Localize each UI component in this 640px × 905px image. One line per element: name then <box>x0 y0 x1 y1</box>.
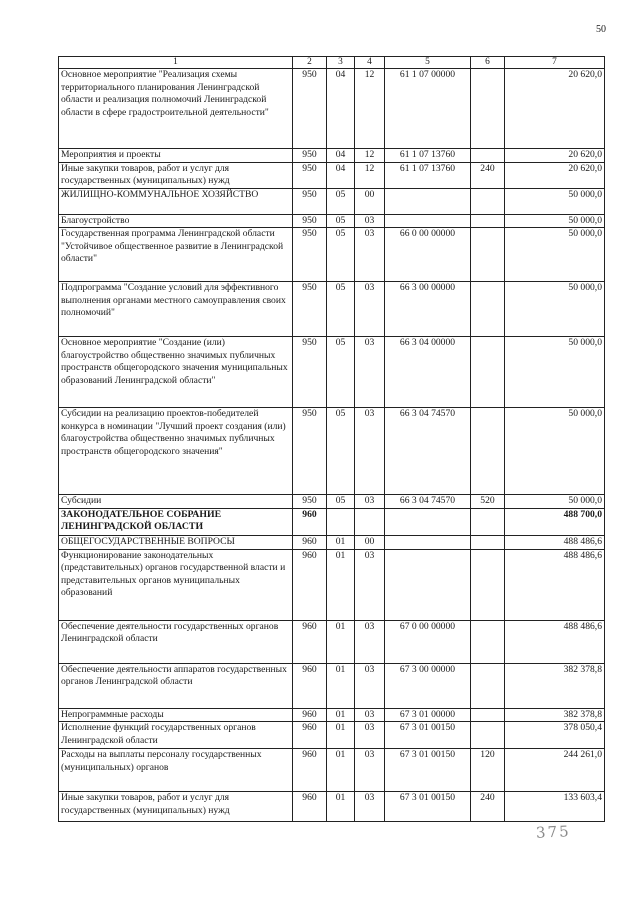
row-section: 05 <box>327 228 355 282</box>
row-name: Субсидии на реализацию проектов-победителей конкурса в номинации "Лучший проект создания (или) благоустройства общественно значимых публичных пространств общегородского значения" <box>59 408 293 495</box>
row-amount: 20 620,0 <box>505 162 605 188</box>
row-target-item: 61 1 07 00000 <box>385 69 471 149</box>
row-subsection: 03 <box>355 749 385 792</box>
row-ministry-code: 960 <box>293 549 327 620</box>
budget-table <box>58 56 605 822</box>
row-target-item <box>385 188 471 214</box>
table-row <box>59 69 605 149</box>
column-header: 3 <box>327 57 355 69</box>
table-row <box>59 188 605 214</box>
row-expense-type <box>471 535 505 549</box>
row-expense-type <box>471 69 505 149</box>
table-row <box>59 149 605 163</box>
row-target-item: 61 1 07 13760 <box>385 149 471 163</box>
row-ministry-code: 950 <box>293 188 327 214</box>
row-expense-type <box>471 228 505 282</box>
table-row <box>59 228 605 282</box>
row-ministry-code: 950 <box>293 282 327 337</box>
row-ministry-code: 950 <box>293 228 327 282</box>
row-amount: 50 000,0 <box>505 188 605 214</box>
row-ministry-code: 960 <box>293 708 327 722</box>
table-row <box>59 535 605 549</box>
row-ministry-code: 950 <box>293 214 327 228</box>
row-expense-type <box>471 549 505 620</box>
column-header: 4 <box>355 57 385 69</box>
row-subsection: 03 <box>355 495 385 509</box>
row-amount: 382 378,8 <box>505 708 605 722</box>
row-expense-type <box>471 282 505 337</box>
column-header: 2 <box>293 57 327 69</box>
row-section: 01 <box>327 708 355 722</box>
table-row <box>59 749 605 792</box>
row-ministry-code: 960 <box>293 722 327 749</box>
row-target-item: 66 3 04 74570 <box>385 495 471 509</box>
row-target-item <box>385 508 471 535</box>
table-row <box>59 337 605 408</box>
row-section: 05 <box>327 495 355 509</box>
row-expense-type: 240 <box>471 162 505 188</box>
row-expense-type <box>471 408 505 495</box>
row-expense-type <box>471 708 505 722</box>
row-amount: 378 050,4 <box>505 722 605 749</box>
column-header: 1 <box>59 57 293 69</box>
row-expense-type: 520 <box>471 495 505 509</box>
row-target-item <box>385 549 471 620</box>
row-expense-type <box>471 149 505 163</box>
row-subsection: 03 <box>355 282 385 337</box>
row-section: 01 <box>327 722 355 749</box>
row-subsection: 00 <box>355 535 385 549</box>
row-section: 05 <box>327 282 355 337</box>
row-target-item: 67 3 00 00000 <box>385 663 471 708</box>
row-expense-type <box>471 337 505 408</box>
row-ministry-code: 950 <box>293 495 327 509</box>
row-subsection: 03 <box>355 214 385 228</box>
row-name: Основное мероприятие "Реализация схемы территориального планирования Ленинградской области и реализация полномочий Ленинградской области в сфере градостроительной деятельности" <box>59 69 293 149</box>
row-subsection: 03 <box>355 337 385 408</box>
row-section: 01 <box>327 549 355 620</box>
row-target-item: 67 3 01 00150 <box>385 749 471 792</box>
row-target-item: 66 3 04 74570 <box>385 408 471 495</box>
row-name: Благоустройство <box>59 214 293 228</box>
row-amount: 50 000,0 <box>505 214 605 228</box>
row-section: 04 <box>327 162 355 188</box>
handwritten-page-mark: 375 <box>535 822 572 842</box>
row-ministry-code: 950 <box>293 69 327 149</box>
row-section: 05 <box>327 214 355 228</box>
row-subsection: 12 <box>355 69 385 149</box>
row-target-item: 61 1 07 13760 <box>385 162 471 188</box>
row-expense-type: 240 <box>471 792 505 822</box>
page-number: 50 <box>596 24 606 35</box>
row-target-item: 67 3 01 00000 <box>385 708 471 722</box>
row-name: Государственная программа Ленинградской области "Устойчивое общественное развитие в Ленинградской области" <box>59 228 293 282</box>
row-section: 01 <box>327 535 355 549</box>
row-section: 04 <box>327 69 355 149</box>
row-subsection: 00 <box>355 188 385 214</box>
row-subsection: 12 <box>355 149 385 163</box>
row-expense-type <box>471 214 505 228</box>
table-row <box>59 162 605 188</box>
row-amount: 133 603,4 <box>505 792 605 822</box>
row-target-item: 66 3 00 00000 <box>385 282 471 337</box>
row-ministry-code: 960 <box>293 508 327 535</box>
row-subsection <box>355 508 385 535</box>
column-header: 6 <box>471 57 505 69</box>
row-name: ЗАКОНОДАТЕЛЬНОЕ СОБРАНИЕ ЛЕНИНГРАДСКОЙ ОБЛАСТИ <box>59 508 293 535</box>
row-subsection: 03 <box>355 663 385 708</box>
row-amount: 50 000,0 <box>505 495 605 509</box>
row-target-item <box>385 535 471 549</box>
row-target-item <box>385 214 471 228</box>
row-name: Подпрограмма "Создание условий для эффективного выполнения органами местного самоуправления своих полномочий" <box>59 282 293 337</box>
row-amount: 382 378,8 <box>505 663 605 708</box>
row-amount: 244 261,0 <box>505 749 605 792</box>
row-name: Непрограммные расходы <box>59 708 293 722</box>
row-name: Функционирование законодательных (представительных) органов государственной власти и представительных органов муниципальных образований <box>59 549 293 620</box>
row-amount: 488 486,6 <box>505 535 605 549</box>
row-target-item: 66 3 04 00000 <box>385 337 471 408</box>
row-name: Субсидии <box>59 495 293 509</box>
row-expense-type <box>471 620 505 663</box>
row-subsection: 03 <box>355 620 385 663</box>
row-amount: 50 000,0 <box>505 282 605 337</box>
row-expense-type <box>471 508 505 535</box>
table-row <box>59 620 605 663</box>
row-ministry-code: 960 <box>293 749 327 792</box>
row-name: Мероприятия и проекты <box>59 149 293 163</box>
row-subsection: 03 <box>355 549 385 620</box>
row-name: Исполнение функций государственных органов Ленинградской области <box>59 722 293 749</box>
table-row <box>59 282 605 337</box>
row-target-item: 67 3 01 00150 <box>385 792 471 822</box>
row-amount: 50 000,0 <box>505 337 605 408</box>
row-target-item: 66 0 00 00000 <box>385 228 471 282</box>
row-section: 05 <box>327 188 355 214</box>
row-ministry-code: 950 <box>293 337 327 408</box>
row-ministry-code: 950 <box>293 162 327 188</box>
row-name: Основное мероприятие "Создание (или) благоустройство общественно значимых публичных пространств общегородского значения муниципальных образований Ленинградской области" <box>59 337 293 408</box>
row-section: 01 <box>327 663 355 708</box>
column-header: 7 <box>505 57 605 69</box>
row-section: 01 <box>327 792 355 822</box>
row-subsection: 03 <box>355 408 385 495</box>
row-ministry-code: 960 <box>293 620 327 663</box>
row-expense-type <box>471 722 505 749</box>
row-subsection: 03 <box>355 792 385 822</box>
table-row <box>59 722 605 749</box>
row-subsection: 03 <box>355 708 385 722</box>
row-name: Обеспечение деятельности аппаратов государственных органов Ленинградской области <box>59 663 293 708</box>
row-name: ОБЩЕГОСУДАРСТВЕННЫЕ ВОПРОСЫ <box>59 535 293 549</box>
row-amount: 488 486,6 <box>505 620 605 663</box>
row-name: Расходы на выплаты персоналу государственных (муниципальных) органов <box>59 749 293 792</box>
row-amount: 50 000,0 <box>505 228 605 282</box>
row-subsection: 03 <box>355 722 385 749</box>
row-expense-type <box>471 188 505 214</box>
row-section <box>327 508 355 535</box>
row-subsection: 12 <box>355 162 385 188</box>
table-row <box>59 495 605 509</box>
row-ministry-code: 950 <box>293 408 327 495</box>
row-subsection: 03 <box>355 228 385 282</box>
row-ministry-code: 960 <box>293 663 327 708</box>
row-amount: 20 620,0 <box>505 149 605 163</box>
column-header: 5 <box>385 57 471 69</box>
row-amount: 50 000,0 <box>505 408 605 495</box>
table-row <box>59 508 605 535</box>
row-name: Иные закупки товаров, работ и услуг для государственных (муниципальных) нужд <box>59 162 293 188</box>
table-row <box>59 708 605 722</box>
row-expense-type <box>471 663 505 708</box>
row-section: 04 <box>327 149 355 163</box>
table-header-row <box>59 57 605 69</box>
row-amount: 488 700,0 <box>505 508 605 535</box>
row-amount: 488 486,6 <box>505 549 605 620</box>
table-row <box>59 663 605 708</box>
row-ministry-code: 960 <box>293 535 327 549</box>
row-target-item: 67 3 01 00150 <box>385 722 471 749</box>
table-row <box>59 792 605 822</box>
table-row <box>59 549 605 620</box>
table-row <box>59 408 605 495</box>
row-ministry-code: 960 <box>293 792 327 822</box>
row-name: Иные закупки товаров, работ и услуг для государственных (муниципальных) нужд <box>59 792 293 822</box>
row-section: 05 <box>327 337 355 408</box>
row-section: 05 <box>327 408 355 495</box>
row-target-item: 67 0 00 00000 <box>385 620 471 663</box>
table-row <box>59 214 605 228</box>
row-section: 01 <box>327 749 355 792</box>
row-amount: 20 620,0 <box>505 69 605 149</box>
row-ministry-code: 950 <box>293 149 327 163</box>
row-expense-type: 120 <box>471 749 505 792</box>
row-section: 01 <box>327 620 355 663</box>
row-name: ЖИЛИЩНО-КОММУНАЛЬНОЕ ХОЗЯЙСТВО <box>59 188 293 214</box>
row-name: Обеспечение деятельности государственных органов Ленинградской области <box>59 620 293 663</box>
